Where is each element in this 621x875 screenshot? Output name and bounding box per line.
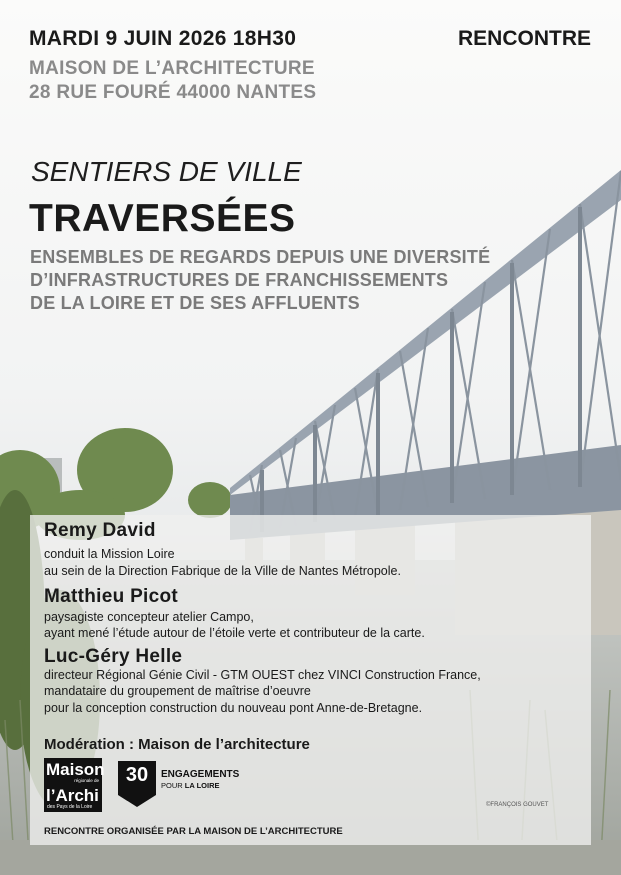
speaker-role: au sein de la Direction Fabrique de la Ville de Nantes Métropole. bbox=[44, 564, 401, 578]
main-title: TRAVERSÉES bbox=[29, 197, 296, 240]
footer-organizer: RENCONTRE ORGANISÉE PAR LA MAISON DE L’ARCHITECTURE bbox=[44, 826, 343, 837]
speaker-role: pour la conception construction du nouveau pont Anne-de-Bretagne. bbox=[44, 701, 423, 715]
subtitle-line: D’INFRASTRUCTURES DE FRANCHISSEMENTS bbox=[30, 270, 449, 290]
speaker-role: ayant mené l’étude autour de l’étoile verte et contributeur de la carte. bbox=[44, 626, 425, 640]
speaker-role: conduit la Mission Loire bbox=[44, 547, 175, 561]
subtitle-line: DE LA LOIRE ET DE SES AFFLUENTS bbox=[30, 293, 360, 313]
series-title: SENTIERS DE VILLE bbox=[31, 156, 302, 187]
venue-name: MAISON DE L’ARCHITECTURE bbox=[29, 58, 315, 79]
speaker-name: Remy David bbox=[44, 520, 156, 541]
speaker-role: mandataire du groupement de maîtrise d’oeuvre bbox=[44, 684, 311, 698]
speaker-name: Matthieu Picot bbox=[44, 586, 179, 607]
poster: MARDI 9 JUIN 2026 18H30 RENCONTRE MAISON DE L’ARCHITECTURE 28 RUE FOURÉ 44000 NANTES SENTIERS DE VILLE TRAVERSÉES ENSEMBLES DE REGARDS DEPUIS UNE DIVERSITÉ D’INFRASTRUCTURES DE FRANCHISSEMENTS DE LA LOIRE ET DE SES AFFLUENTS Remy David conduit la Mission Loire au sein de la Direction Fabrique de la Ville de Nantes Métropole. Matthieu Picot paysagiste concepteur atelier Campo, ayant mené l’étude autour de l’étoile verte et contributeur de la carte. Luc-Géry Helle directeur Régional Génie Civil - GTM OUEST chez VINCI Construction France, mandataire du groupement de maîtrise d’oeuvre pour la conception construction du nouveau pont Anne-de-Bretagne. Modération : Maison de l’architecture Maison régionale de l’Archi des Pays de la Loire 30 ENGAGEMENTS POUR LA LOIRE ©FRANÇOIS GOUVET RENCONTRE ORGANISÉE PAR LA MAISON DE L’ARCHITECTURE bbox=[0, 0, 621, 875]
photo-credit: ©FRANÇOIS GOUVET bbox=[486, 802, 549, 808]
speaker-role: directeur Régional Génie Civil - GTM OUEST chez VINCI Construction France, bbox=[44, 668, 481, 682]
event-date: MARDI 9 JUIN 2026 18H30 bbox=[29, 27, 297, 50]
speaker-role: paysagiste concepteur atelier Campo, bbox=[44, 610, 254, 624]
moderation: Modération : Maison de l’architecture bbox=[44, 736, 310, 753]
maison-architecture-logo: Maison régionale de l’Archi des Pays de la Loire bbox=[46, 760, 105, 810]
subtitle-line: ENSEMBLES DE REGARDS DEPUIS UNE DIVERSITÉ bbox=[30, 247, 491, 267]
speaker-name: Luc-Géry Helle bbox=[44, 646, 183, 667]
venue-address: 28 RUE FOURÉ 44000 NANTES bbox=[29, 82, 317, 103]
event-type: RENCONTRE bbox=[457, 27, 591, 50]
